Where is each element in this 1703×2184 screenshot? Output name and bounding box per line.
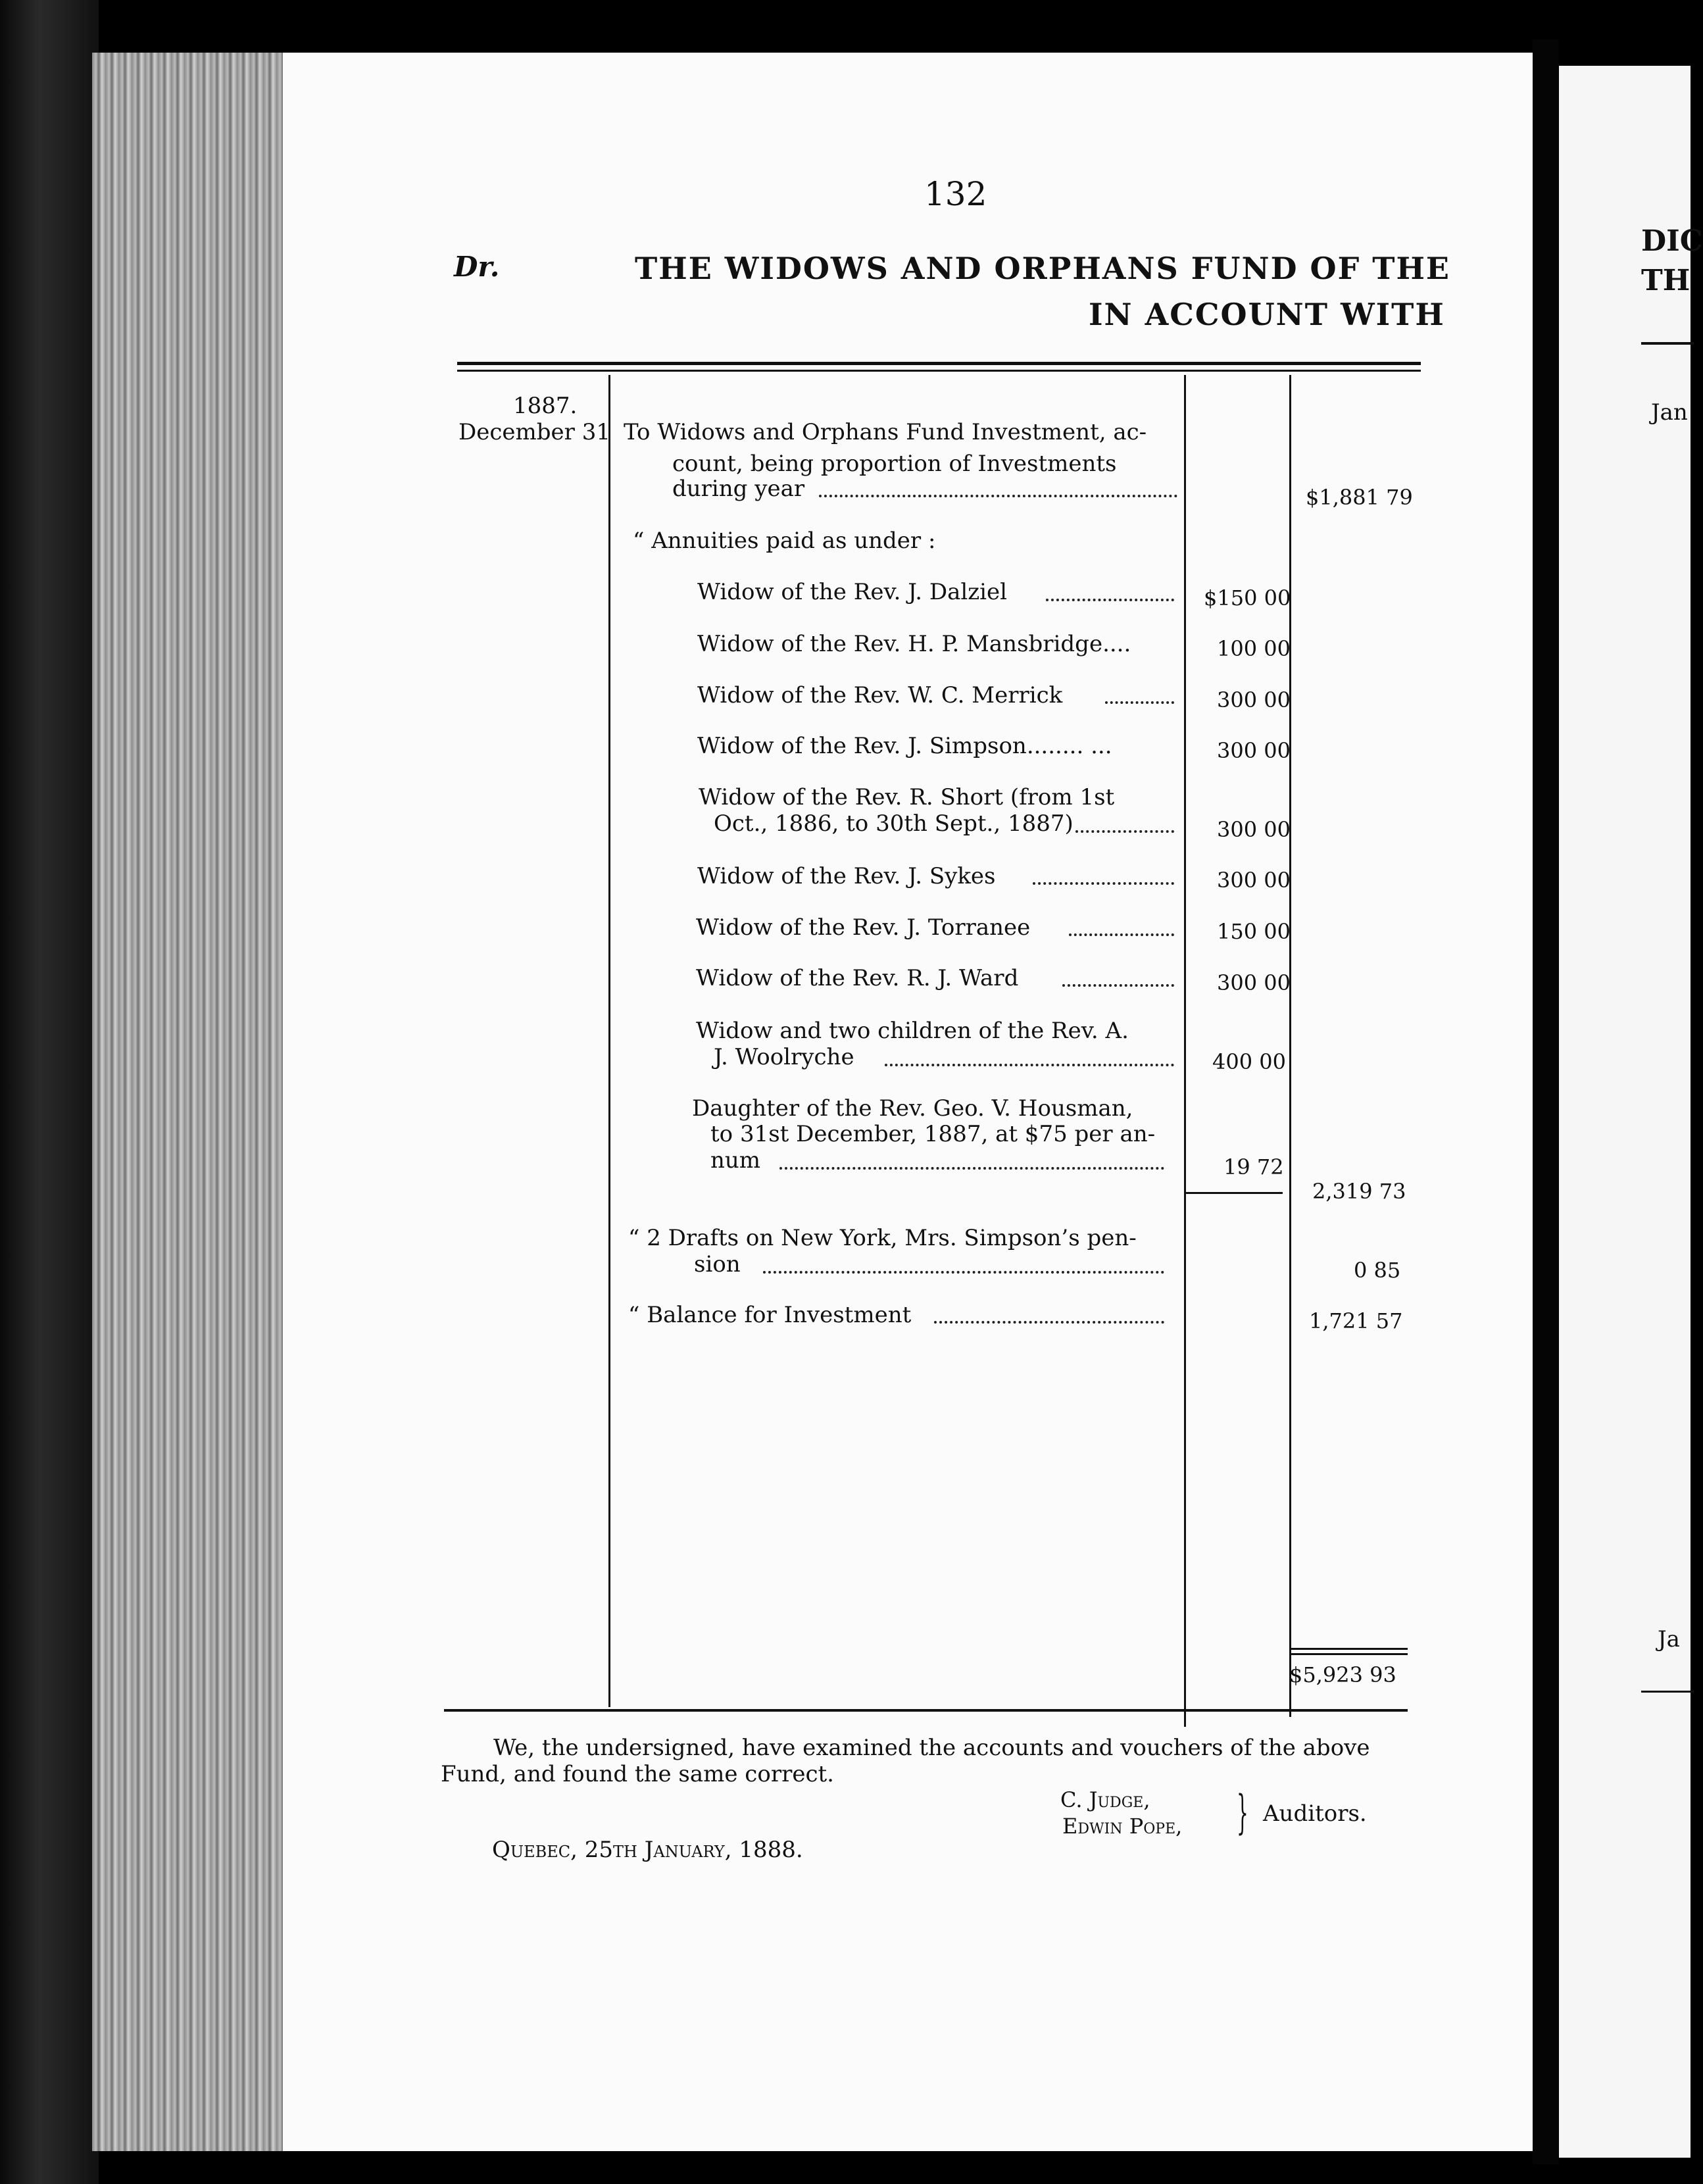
facing-page-rule — [1641, 342, 1694, 345]
annuity-label: Widow of the Rev. J. Simpson........ ... — [697, 733, 1112, 759]
annuity-label: Widow of the Rev. H. P. Mansbridge.... — [697, 631, 1131, 657]
annuity-label-cont: Oct., 1886, to 30th Sept., 1887) — [714, 810, 1074, 837]
annuity-amount: 150 00 — [1217, 919, 1291, 944]
annuity-label: Widow of the Rev. J. Dalziel — [697, 579, 1008, 605]
annuity-label: Widow of the Rev. W. C. Merrick — [697, 682, 1063, 708]
date-column-line — [608, 375, 610, 1707]
bottom-rule — [444, 1709, 1408, 1712]
drafts-line-2: sion — [694, 1251, 741, 1278]
leader-dots — [1062, 984, 1174, 987]
annuity-label-cont: to 31st December, 1887, at $75 per an- — [710, 1121, 1156, 1147]
annuities-total: 2,319 73 — [1312, 1179, 1406, 1204]
dr-label: Dr. — [454, 251, 500, 283]
annuity-amount: $150 00 — [1204, 585, 1291, 610]
annuity-amount: 19 72 — [1223, 1154, 1284, 1179]
title-line-2: IN ACCOUNT WITH — [1089, 297, 1445, 332]
annuity-label: Widow of the Rev. J. Sykes — [697, 863, 996, 889]
leader-dots — [763, 1271, 1164, 1274]
annuity-amount: 100 00 — [1217, 636, 1291, 661]
top-rule-2 — [457, 370, 1421, 372]
page-number: 132 — [924, 175, 987, 213]
book-gutter — [1533, 39, 1559, 2164]
drafts-line-1: “ 2 Drafts on New York, Mrs. Simpson’s pen- — [628, 1225, 1137, 1251]
brace: } — [1237, 1785, 1248, 1839]
drafts-amount: 0 85 — [1354, 1258, 1401, 1283]
annuity-amount: 300 00 — [1217, 970, 1291, 995]
book-page-stack — [92, 53, 289, 2151]
annuity-label-cont: num — [710, 1147, 761, 1174]
subtotal-rule — [1184, 1192, 1283, 1194]
place-date: Quebec, 25th January, 1888. — [492, 1837, 803, 1863]
leader-dots — [779, 1167, 1164, 1170]
annuity-label: Widow of the Rev. J. Torranee — [696, 914, 1031, 941]
annuity-label: Widow and two children of the Rev. A. — [696, 1018, 1129, 1044]
leader-dots — [1069, 933, 1174, 936]
balance-label: “ Balance for Investment — [628, 1302, 912, 1328]
annuity-label-cont: J. Woolryche — [714, 1044, 854, 1070]
year-label: 1887. — [513, 393, 578, 419]
investment-line-2: count, being proportion of Investments — [672, 451, 1117, 477]
annuity-amount: 300 00 — [1217, 738, 1291, 763]
title-line-1: THE WIDOWS AND ORPHANS FUND OF THE — [635, 251, 1450, 286]
leader-dots — [1046, 599, 1174, 601]
leader-dots — [1105, 701, 1174, 704]
amount-column-line — [1289, 375, 1291, 1717]
top-rule-1 — [457, 362, 1421, 365]
certification-line-2: Fund, and found the same correct. — [441, 1761, 834, 1787]
leader-dots — [819, 495, 1177, 497]
auditor-name: C. Judge, — [1060, 1787, 1150, 1812]
scanner-left-edge — [0, 0, 99, 2184]
auditors-role: Auditors. — [1263, 1800, 1367, 1827]
investment-line-1: To Widows and Orphans Fund Investment, ac- — [624, 419, 1147, 445]
annuity-amount: 400 00 — [1212, 1049, 1286, 1074]
annuity-label: Widow of the Rev. R. J. Ward — [696, 965, 1019, 991]
date-label: December 31 — [458, 419, 610, 445]
leader-dots — [885, 1064, 1174, 1066]
balance-amount: 1,721 57 — [1309, 1308, 1403, 1333]
facing-page-rule-2 — [1641, 1691, 1694, 1693]
desc-column-line — [1184, 375, 1186, 1727]
leader-dots — [1075, 830, 1174, 833]
leader-dots — [1033, 882, 1174, 885]
facing-page-line1: DIC — [1641, 224, 1703, 258]
total-rule-2 — [1289, 1653, 1408, 1655]
facing-page-line2: TH — [1641, 264, 1691, 297]
facing-page — [1559, 66, 1703, 2158]
total-rule-1 — [1289, 1648, 1408, 1650]
annuity-amount: 300 00 — [1217, 687, 1291, 712]
facing-page-jan: Jan — [1651, 399, 1688, 426]
investment-line-3: during year — [672, 476, 805, 502]
leader-dots — [934, 1321, 1164, 1324]
annuity-label: Daughter of the Rev. Geo. V. Housman, — [692, 1095, 1133, 1122]
investment-total: $1,881 79 — [1306, 485, 1413, 510]
facing-page-ja: Ja — [1658, 1626, 1680, 1652]
auditor-name: Edwin Pope, — [1062, 1814, 1183, 1839]
annuity-amount: 300 00 — [1217, 817, 1291, 842]
annuities-heading: “ Annuities paid as under : — [633, 528, 936, 554]
annuity-amount: 300 00 — [1217, 868, 1291, 893]
grand-total: $5,923 93 — [1289, 1662, 1396, 1687]
annuity-label: Widow of the Rev. R. Short (from 1st — [699, 784, 1115, 810]
certification-line-1: We, the undersigned, have examined the accounts and vouchers of the above — [493, 1735, 1370, 1761]
